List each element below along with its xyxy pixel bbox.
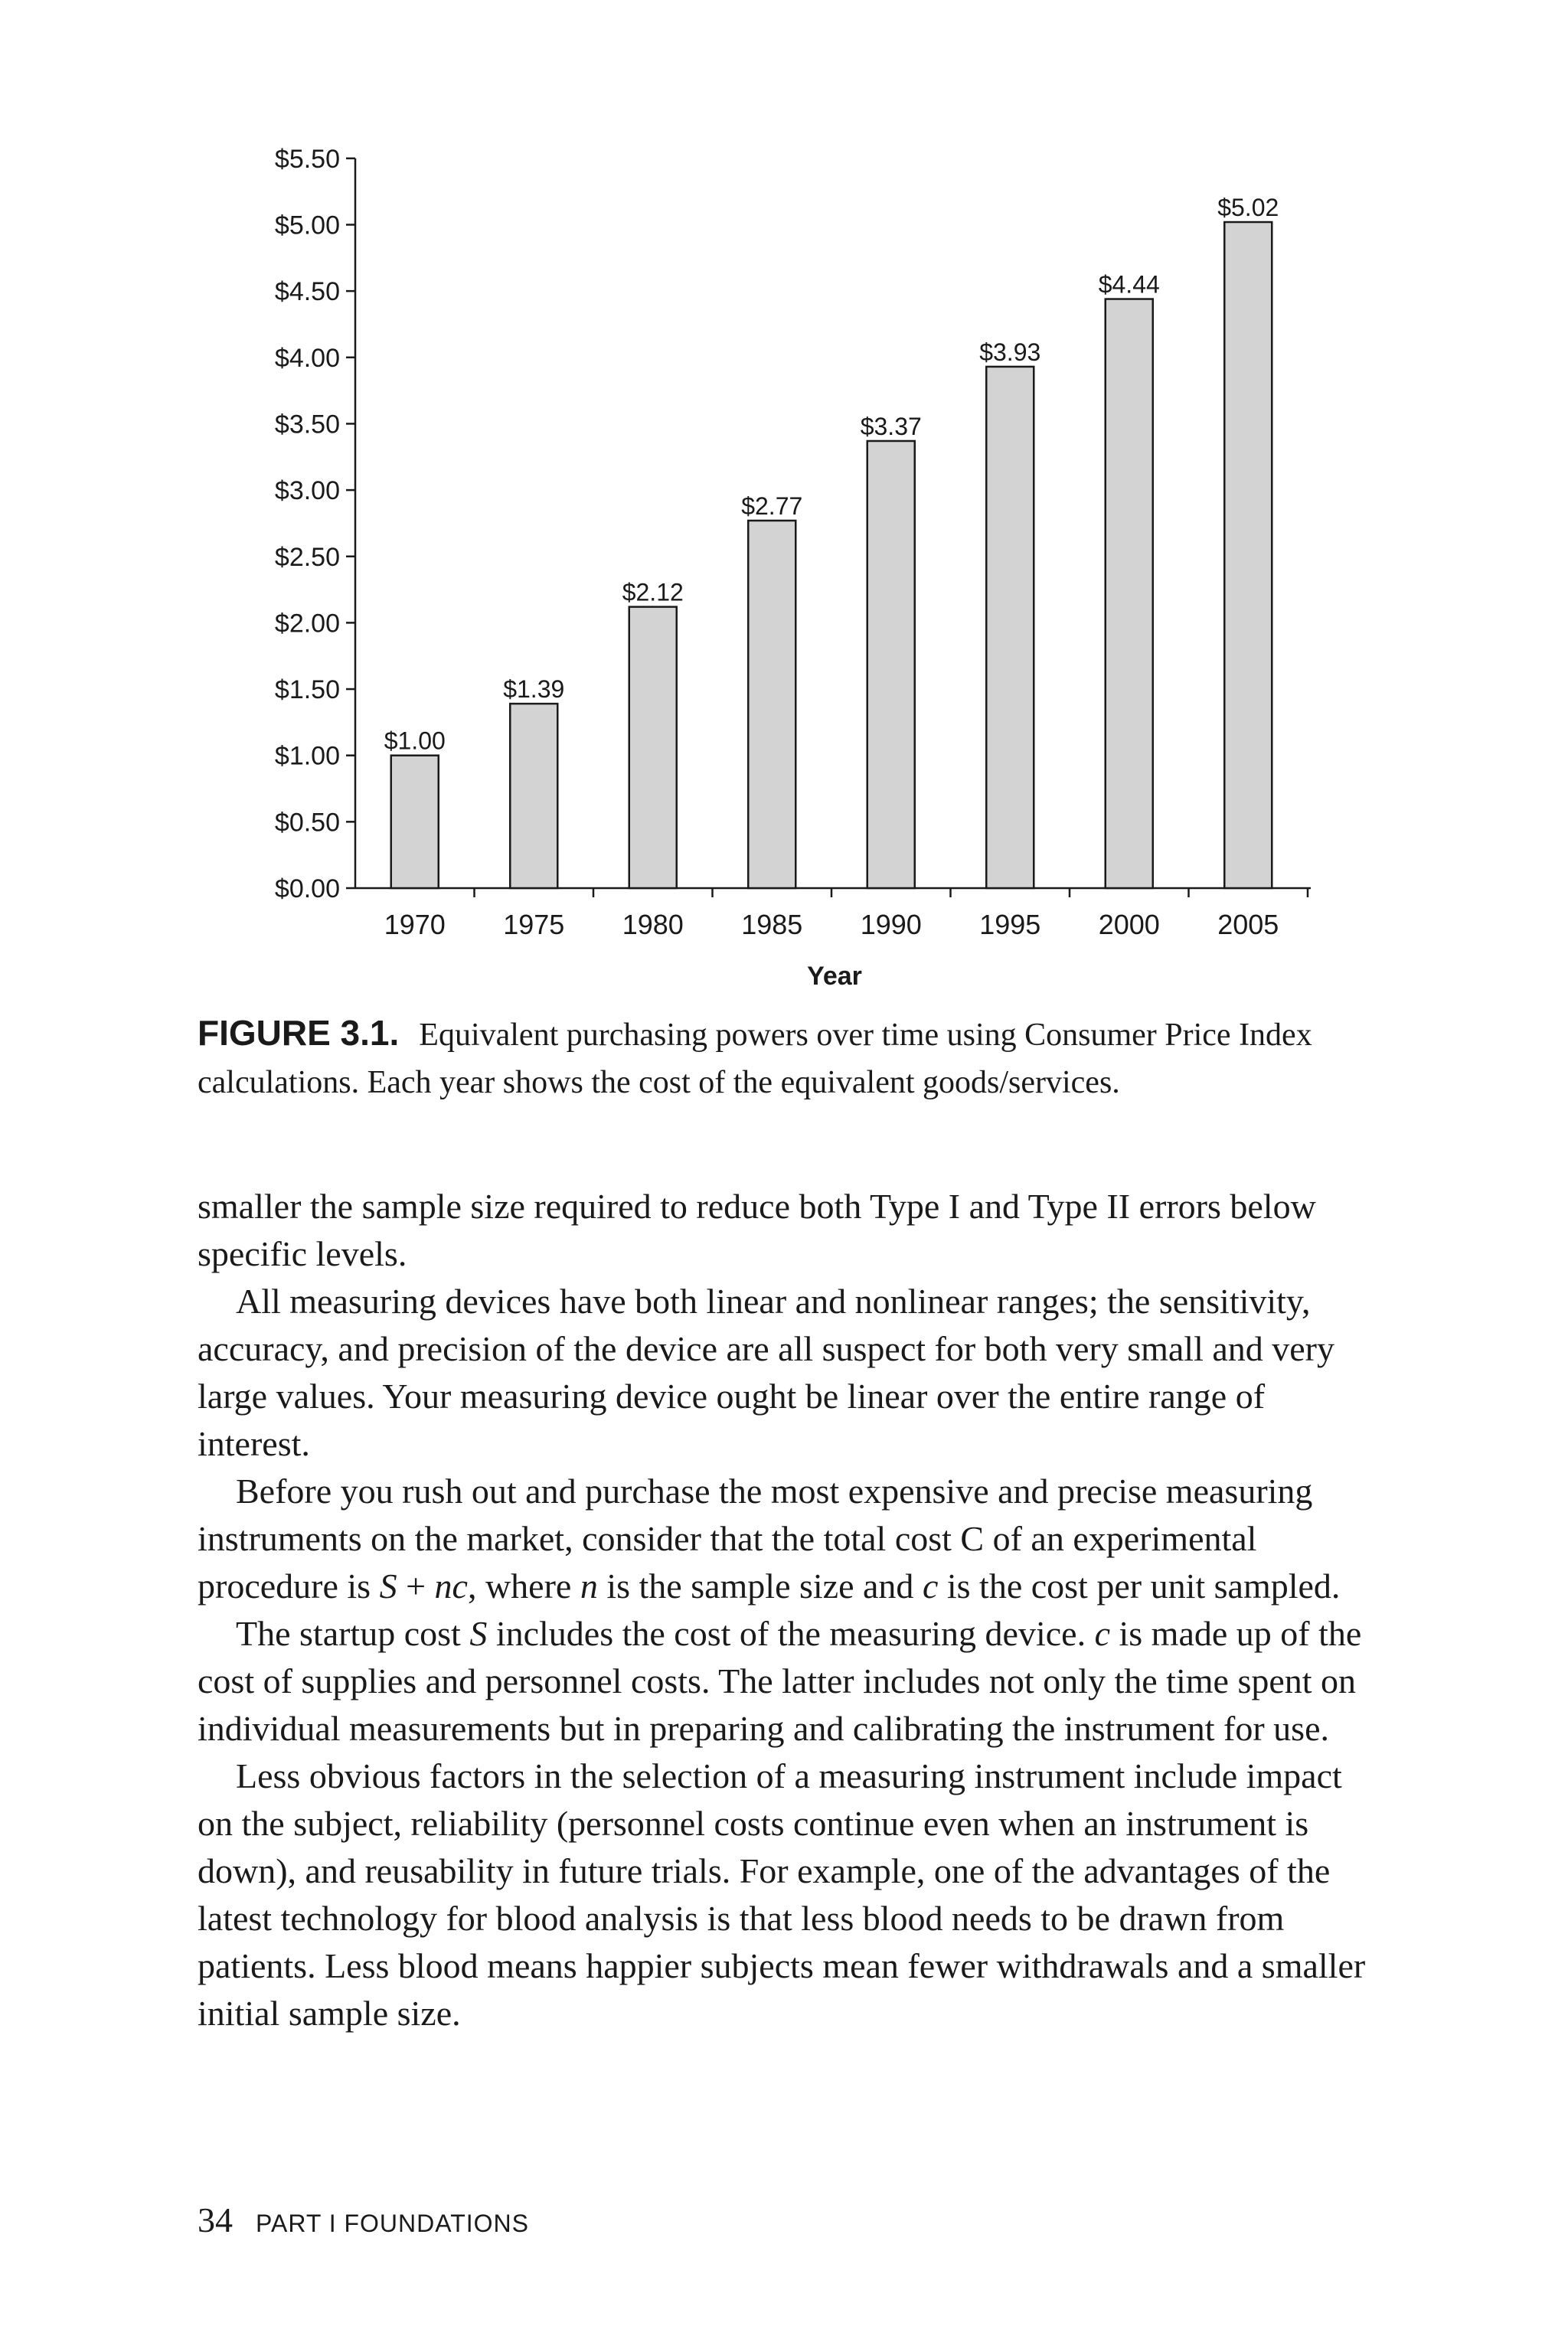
data-label-2000: $4.44 — [1098, 270, 1160, 299]
running-head: PART I FOUNDATIONS — [256, 2210, 529, 2237]
y-tick-label: $0.00 — [274, 874, 340, 903]
paragraph-3-text-a: Before you rush out and purchase the most expensive and precise measuring instruments on the market, consider that the total cost C of an experimental procedure is — [198, 1472, 1313, 1606]
data-label-1990: $3.37 — [860, 412, 922, 440]
variable-n: n — [580, 1566, 598, 1606]
bar-1995 — [986, 367, 1034, 888]
bar-1990 — [867, 441, 915, 888]
paragraph-4 — [198, 1610, 1381, 1753]
bar-1985 — [748, 521, 795, 888]
figure-caption — [198, 1009, 1392, 1106]
bar-1980 — [629, 607, 677, 888]
bar-2000 — [1106, 299, 1153, 888]
x-tick-label-1985: 1985 — [741, 909, 803, 940]
y-tick-label: $4.00 — [274, 343, 340, 373]
data-label-1985: $2.77 — [741, 492, 803, 520]
paragraph-4-text-a: The startup cost — [236, 1614, 470, 1653]
figure-label: FIGURE 3.1. — [198, 1013, 400, 1053]
bar-1970 — [391, 756, 439, 888]
y-tick-label: $3.00 — [274, 476, 340, 506]
variable-c: c — [922, 1566, 939, 1606]
paragraph-3-text-b: , where — [467, 1566, 580, 1606]
paragraph-4-text-b: includes the cost of the measuring device. — [487, 1614, 1095, 1653]
y-axis — [275, 145, 355, 903]
data-label-1995: $3.93 — [979, 338, 1041, 366]
bars — [384, 194, 1279, 888]
x-tick-label-1975: 1975 — [503, 909, 565, 940]
formula-plus: + — [397, 1566, 435, 1606]
variable-S: S — [469, 1614, 488, 1653]
paragraph-3-text-c: is the sample size and — [597, 1566, 923, 1606]
bar-1975 — [510, 704, 557, 888]
x-tick-label-2000: 2000 — [1098, 909, 1160, 940]
y-tick-label: $2.00 — [274, 609, 340, 639]
paragraph-4-text-d: is made up of the cost of supplies and personnel costs. The latter includes not only the time spent on individual measurements but in preparing and calibrating the instrument for use. — [198, 1614, 1362, 1748]
x-axis-title: Year — [807, 962, 862, 991]
y-tick-label: $4.50 — [274, 277, 340, 307]
y-tick-label: $5.50 — [274, 144, 340, 174]
y-tick-label: $1.00 — [274, 741, 340, 771]
data-label-2005: $5.02 — [1217, 194, 1279, 222]
bar-2005 — [1224, 222, 1272, 888]
variable-c-2: c — [1094, 1614, 1110, 1653]
y-tick-label: $1.50 — [274, 675, 340, 705]
formula-S: S — [379, 1566, 397, 1606]
paragraph-2: All measuring devices have both linear and nonlinear ranges; the sensitivity, accuracy, and precision of the device are all suspect for both very small and very large values. Your measuring device ought be linear over the entire range of interest. — [198, 1282, 1335, 1463]
purchasing-power-bar-chart — [0, 0, 1568, 1011]
body-text — [198, 1183, 1381, 2037]
paragraph-1: smaller the sample size required to reduce both Type I and Type II errors below specific levels. — [198, 1187, 1316, 1273]
y-tick-label: $0.50 — [274, 808, 340, 838]
x-tick-label-2005: 2005 — [1217, 909, 1279, 940]
y-tick-label: $5.00 — [274, 211, 340, 240]
x-tick-label-1980: 1980 — [622, 909, 684, 940]
formula-nc: nc — [434, 1566, 468, 1606]
data-label-1970: $1.00 — [384, 727, 446, 755]
data-label-1975: $1.39 — [503, 675, 565, 704]
x-axis — [355, 888, 1311, 940]
x-tick-label-1990: 1990 — [860, 909, 922, 940]
y-tick-label: $3.50 — [274, 410, 340, 439]
paragraph-3 — [198, 1468, 1381, 1610]
x-tick-label-1995: 1995 — [979, 909, 1041, 940]
page-footer — [198, 2197, 529, 2246]
data-label-1980: $2.12 — [622, 578, 684, 606]
page-number: 34 — [198, 2200, 233, 2239]
paragraph-3-text-d: is the cost per unit sampled. — [938, 1566, 1341, 1606]
y-tick-label: $2.50 — [274, 542, 340, 572]
figure-caption-text: Equivalent purchasing powers over time using Consumer Price Index calculations. Each year shows the cost of the equivalent goods/services. — [198, 1018, 1312, 1100]
x-tick-label-1970: 1970 — [384, 909, 446, 940]
paragraph-5: Less obvious factors in the selection of a measuring instrument include impact on the subject, reliability (personnel costs continue even when an instrument is down), and reusability in future trials. For example, one of the advantages of the latest technology for blood analysis is that less blood needs to be drawn from patients. Less blood means happier subjects mean fewer withdrawals and a smaller initial sample size. — [198, 1756, 1366, 2033]
